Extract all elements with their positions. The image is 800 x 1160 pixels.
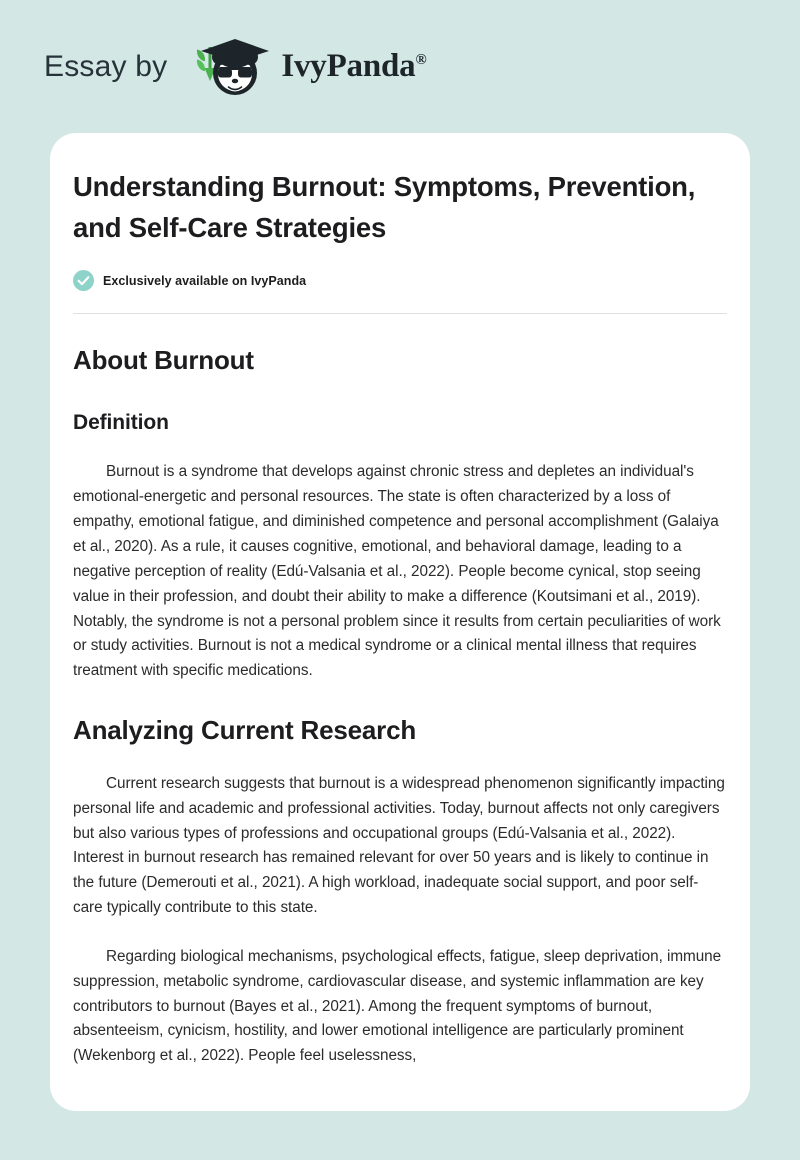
ivypanda-wordmark bbox=[281, 48, 426, 85]
paragraph: Current research suggests that burnout is a widespread phenomenon significantly impacting personal life and academic and professional activities. Today, burnout affects not only caregivers but also various types of professions and occupational groups (Edú-Valsania et al., 2022). Interest in burnout research has remained relevant for over 50 years and is likely to continue in the future (Demerouti et al., 2021). A high workload, inadequate social support, and poor self-care typically contribute to this state. bbox=[73, 774, 725, 917]
paragraph: Regarding biological mechanisms, psychological effects, fatigue, sleep deprivation, immune suppression, metabolic syndrome, cardiovascular disease, and systemic inflammation are key contributors to burnout (Bayes et al., 2021). Among the frequent symptoms of burnout, absenteeism, cynicism, hostility, and lower emotional intelligence are particularly prominent (Wekenborg et al., 2022). People feel uselessness, bbox=[73, 947, 722, 1065]
header-divider bbox=[73, 313, 727, 314]
exclusive-badge-label: Exclusively available on IvyPanda bbox=[103, 273, 307, 288]
section-heading-analyzing-current-research: Analyzing Current Research bbox=[73, 715, 417, 746]
wordmark-text: IvyPanda bbox=[281, 48, 416, 84]
check-circle-icon bbox=[73, 270, 94, 291]
page-title: Understanding Burnout: Symptoms, Prevention, and Self-Care Strategies bbox=[73, 171, 696, 243]
essay-card bbox=[50, 133, 750, 1111]
essay-content bbox=[50, 133, 750, 1069]
brand-header bbox=[0, 0, 800, 133]
registered-trademark-icon: ® bbox=[415, 52, 427, 68]
paragraph: Burnout is a syndrome that develops against chronic stress and depletes an individual's emotional-energetic and personal resources. The state is often characterized by a loss of empathy, emotional fatigue, and diminished competence and personal accomplishment (Galaiya et al., 2020). As a rule, it causes cognitive, emotional, and behavioral damage, leading to a negative perception of reality (Edú-Valsania et al., 2022). People become cynical, stop seeing value in their profession, and doubt their ability to make a difference (Koutsimani et al., 2019). Notably, the syndrome is not a personal problem since it results from certain peculiarities of work or study activities. Burnout is not a medical syndrome or a clinical mental illness that requires treatment with specific medications. bbox=[73, 463, 721, 680]
essay-by-label: Essay by bbox=[44, 49, 168, 83]
panda-graduate-logo-icon bbox=[183, 35, 275, 99]
section-heading-about-burnout: About Burnout bbox=[73, 345, 254, 376]
exclusive-availability-badge bbox=[73, 270, 727, 291]
section-heading-definition: Definition bbox=[73, 411, 169, 435]
ivypanda-logo[interactable] bbox=[183, 35, 426, 99]
